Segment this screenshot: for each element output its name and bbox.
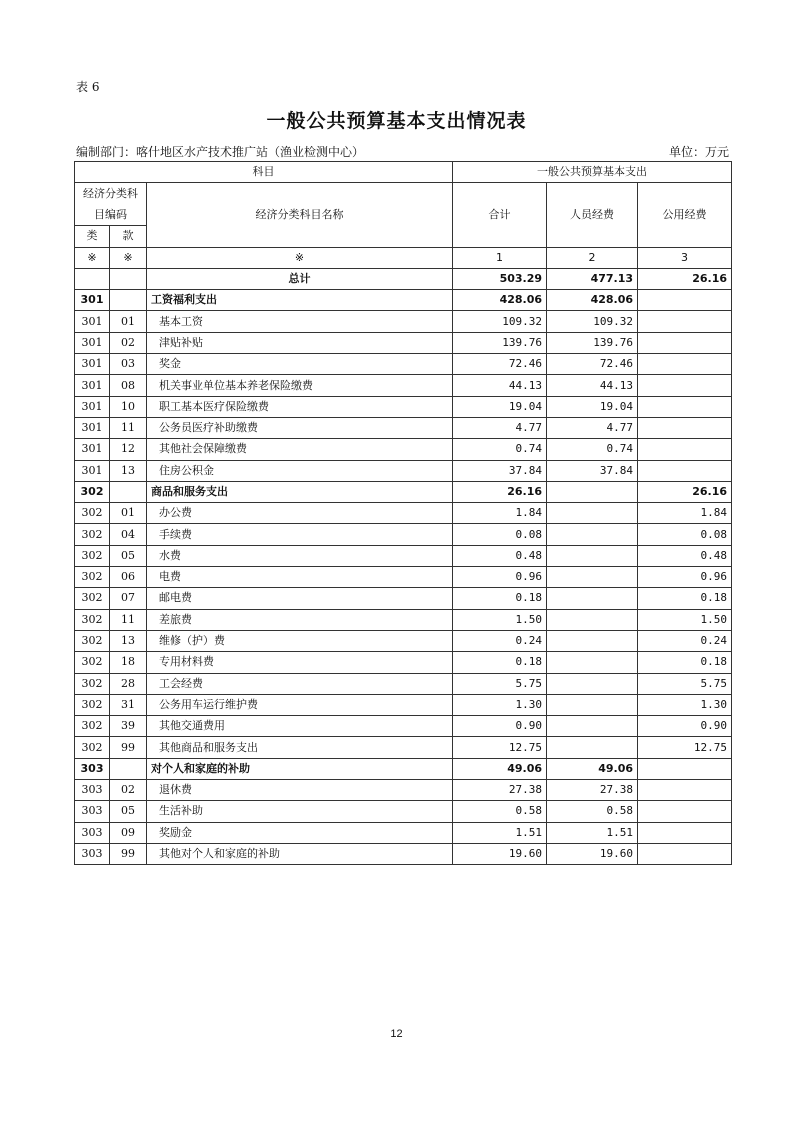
table-row — [75, 417, 732, 438]
col-number-3: 3 — [638, 247, 732, 268]
public-cell — [638, 417, 732, 438]
table-row — [75, 354, 732, 375]
personnel-cell — [547, 609, 638, 630]
item-code-cell: 99 — [110, 843, 147, 864]
header-row-1 — [75, 162, 732, 183]
item-code-cell: 05 — [110, 801, 147, 822]
item-code-cell: 11 — [110, 609, 147, 630]
personnel-cell: 19.60 — [547, 843, 638, 864]
public-cell — [638, 758, 732, 779]
class-code-cell: 302 — [75, 545, 110, 566]
public-cell — [638, 396, 732, 417]
table-row — [75, 503, 732, 524]
total-cell: 428.06 — [453, 290, 547, 311]
page-title: 一般公共预算基本支出情况表 — [266, 110, 527, 132]
public-cell: 0.96 — [638, 567, 732, 588]
table-row — [75, 375, 732, 396]
personnel-cell: 72.46 — [547, 354, 638, 375]
personnel-header: 人员经费 — [547, 183, 638, 247]
table-row — [75, 311, 732, 332]
subject-name-cell: 退休费 — [147, 780, 453, 801]
personnel-cell — [547, 567, 638, 588]
category-row — [75, 290, 732, 311]
public-cell — [638, 311, 732, 332]
total-cell: 0.96 — [453, 567, 547, 588]
public-cell: 26.16 — [638, 481, 732, 502]
public-cell — [638, 460, 732, 481]
personnel-cell: 4.77 — [547, 417, 638, 438]
basic-expenditure-header: 一般公共预算基本支出 — [453, 162, 732, 183]
category-row — [75, 758, 732, 779]
table-row — [75, 439, 732, 460]
class-code-cell: 302 — [75, 503, 110, 524]
personnel-cell: 428.06 — [547, 290, 638, 311]
class-code-cell: 302 — [75, 609, 110, 630]
empty-cell — [110, 268, 147, 289]
total-cell: 72.46 — [453, 354, 547, 375]
personnel-cell: 44.13 — [547, 375, 638, 396]
personnel-cell: 37.84 — [547, 460, 638, 481]
item-code-cell: 02 — [110, 332, 147, 353]
total-header: 合计 — [453, 183, 547, 247]
budget-table — [74, 161, 732, 865]
subject-name-cell: 机关事业单位基本养老保险缴费 — [147, 375, 453, 396]
public-cell: 1.30 — [638, 694, 732, 715]
class-code-cell: 303 — [75, 843, 110, 864]
total-cell: 4.77 — [453, 417, 547, 438]
public-cell: 0.18 — [638, 588, 732, 609]
total-cell: 1.30 — [453, 694, 547, 715]
total-cell: 139.76 — [453, 332, 547, 353]
class-code-cell: 303 — [75, 758, 110, 779]
subject-name-cell: 手续费 — [147, 524, 453, 545]
table-row — [75, 332, 732, 353]
total-cell: 0.18 — [453, 652, 547, 673]
class-code-cell: 302 — [75, 737, 110, 758]
item-code-cell: 02 — [110, 780, 147, 801]
table-row — [75, 567, 732, 588]
header-row-4 — [75, 247, 732, 268]
total-cell: 19.60 — [453, 843, 547, 864]
subject-name-cell: 差旅费 — [147, 609, 453, 630]
total-cell: 44.13 — [453, 375, 547, 396]
table-row — [75, 652, 732, 673]
grand-total-row — [75, 268, 732, 289]
class-code-cell: 302 — [75, 481, 110, 502]
name-mark: ※ — [147, 247, 453, 268]
total-cell: 12.75 — [453, 737, 547, 758]
total-cell: 19.04 — [453, 396, 547, 417]
personnel-cell — [547, 545, 638, 566]
subject-name-cell: 住房公积金 — [147, 460, 453, 481]
subject-name-cell: 维修（护）费 — [147, 630, 453, 651]
item-code-cell: 05 — [110, 545, 147, 566]
class-code-cell: 303 — [75, 780, 110, 801]
item-code-cell: 12 — [110, 439, 147, 460]
class-code-cell: 302 — [75, 694, 110, 715]
item-code-cell: 08 — [110, 375, 147, 396]
grand-total-public: 26.16 — [638, 268, 732, 289]
personnel-cell — [547, 524, 638, 545]
table-row — [75, 716, 732, 737]
subject-name-cell: 奖励金 — [147, 822, 453, 843]
public-cell — [638, 822, 732, 843]
personnel-cell — [547, 588, 638, 609]
personnel-cell — [547, 630, 638, 651]
lei-header: 类 — [75, 226, 110, 247]
personnel-cell — [547, 652, 638, 673]
public-cell: 5.75 — [638, 673, 732, 694]
econ-name-header: 经济分类科目名称 — [147, 183, 453, 247]
table-row — [75, 460, 732, 481]
subject-name-cell: 生活补助 — [147, 801, 453, 822]
col-number-2: 2 — [547, 247, 638, 268]
subject-name-cell: 办公费 — [147, 503, 453, 524]
grand-total-value: 503.29 — [453, 268, 547, 289]
subject-name-cell: 公务员医疗补助缴费 — [147, 417, 453, 438]
total-cell: 1.84 — [453, 503, 547, 524]
class-code-cell: 301 — [75, 332, 110, 353]
class-code-cell: 301 — [75, 460, 110, 481]
subject-name-cell: 对个人和家庭的补助 — [147, 758, 453, 779]
total-cell: 49.06 — [453, 758, 547, 779]
personnel-cell — [547, 737, 638, 758]
total-cell: 37.84 — [453, 460, 547, 481]
item-code-cell: 13 — [110, 460, 147, 481]
subject-name-cell: 商品和服务支出 — [147, 481, 453, 502]
table-number: 表 6 — [76, 80, 100, 94]
public-cell: 0.24 — [638, 630, 732, 651]
public-cell — [638, 439, 732, 460]
class-code-cell: 302 — [75, 524, 110, 545]
table-row — [75, 545, 732, 566]
item-code-cell: 07 — [110, 588, 147, 609]
unit-label: 单位：万元 — [668, 145, 729, 159]
subject-name-cell: 工会经费 — [147, 673, 453, 694]
item-code-cell: 06 — [110, 567, 147, 588]
personnel-cell — [547, 673, 638, 694]
personnel-cell: 139.76 — [547, 332, 638, 353]
table-row — [75, 673, 732, 694]
total-cell: 0.08 — [453, 524, 547, 545]
public-header: 公用经费 — [638, 183, 732, 247]
total-cell: 0.58 — [453, 801, 547, 822]
total-cell: 26.16 — [453, 481, 547, 502]
table-row — [75, 524, 732, 545]
personnel-cell: 19.04 — [547, 396, 638, 417]
total-cell: 0.74 — [453, 439, 547, 460]
personnel-cell: 1.51 — [547, 822, 638, 843]
subject-name-cell: 津贴补贴 — [147, 332, 453, 353]
class-code-cell: 303 — [75, 822, 110, 843]
subject-name-cell: 奖金 — [147, 354, 453, 375]
item-code-cell: 01 — [110, 503, 147, 524]
total-cell: 0.48 — [453, 545, 547, 566]
class-code-cell: 302 — [75, 673, 110, 694]
item-code-cell: 39 — [110, 716, 147, 737]
table-row — [75, 780, 732, 801]
total-cell: 0.24 — [453, 630, 547, 651]
public-cell: 0.90 — [638, 716, 732, 737]
subject-name-cell: 基本工资 — [147, 311, 453, 332]
subject-name-cell: 其他商品和服务支出 — [147, 737, 453, 758]
total-cell: 0.90 — [453, 716, 547, 737]
subject-name-cell: 工资福利支出 — [147, 290, 453, 311]
kuan-header: 款 — [110, 226, 147, 247]
class-code-cell: 301 — [75, 311, 110, 332]
class-code-cell: 301 — [75, 354, 110, 375]
personnel-cell — [547, 694, 638, 715]
subject-name-cell: 邮电费 — [147, 588, 453, 609]
grand-total-label: 总计 — [147, 268, 453, 289]
item-code-cell: 03 — [110, 354, 147, 375]
public-cell — [638, 332, 732, 353]
category-row — [75, 481, 732, 502]
grand-total-personnel: 477.13 — [547, 268, 638, 289]
kuan-mark: ※ — [110, 247, 147, 268]
personnel-cell: 49.06 — [547, 758, 638, 779]
total-cell: 0.18 — [453, 588, 547, 609]
empty-cell — [75, 268, 110, 289]
personnel-cell — [547, 716, 638, 737]
personnel-cell: 27.38 — [547, 780, 638, 801]
econ-code-header: 经济分类科目编码 — [75, 183, 147, 226]
table-row — [75, 609, 732, 630]
class-code-cell: 302 — [75, 716, 110, 737]
subject-header: 科目 — [75, 162, 453, 183]
total-cell: 27.38 — [453, 780, 547, 801]
item-code-cell: 28 — [110, 673, 147, 694]
personnel-cell: 109.32 — [547, 311, 638, 332]
item-code-cell: 04 — [110, 524, 147, 545]
public-cell — [638, 780, 732, 801]
subject-name-cell: 电费 — [147, 567, 453, 588]
item-code-cell — [110, 481, 147, 502]
public-cell — [638, 375, 732, 396]
item-code-cell: 31 — [110, 694, 147, 715]
personnel-cell — [547, 481, 638, 502]
item-code-cell: 18 — [110, 652, 147, 673]
subject-name-cell: 水费 — [147, 545, 453, 566]
public-cell — [638, 843, 732, 864]
class-code-cell: 302 — [75, 567, 110, 588]
page-number: 12 — [390, 1028, 403, 1040]
class-code-cell: 301 — [75, 439, 110, 460]
public-cell: 0.48 — [638, 545, 732, 566]
total-cell: 1.50 — [453, 609, 547, 630]
personnel-cell — [547, 503, 638, 524]
subject-name-cell: 其他交通费用 — [147, 716, 453, 737]
item-code-cell: 99 — [110, 737, 147, 758]
subject-name-cell: 公务用车运行维护费 — [147, 694, 453, 715]
total-cell: 5.75 — [453, 673, 547, 694]
public-cell: 1.84 — [638, 503, 732, 524]
item-code-cell: 13 — [110, 630, 147, 651]
public-cell — [638, 801, 732, 822]
item-code-cell: 01 — [110, 311, 147, 332]
table-row — [75, 630, 732, 651]
class-code-cell: 302 — [75, 588, 110, 609]
subject-name-cell: 其他对个人和家庭的补助 — [147, 843, 453, 864]
total-cell: 109.32 — [453, 311, 547, 332]
item-code-cell: 11 — [110, 417, 147, 438]
class-code-cell: 301 — [75, 290, 110, 311]
table-row — [75, 843, 732, 864]
class-code-cell: 301 — [75, 375, 110, 396]
public-cell: 1.50 — [638, 609, 732, 630]
table-row — [75, 694, 732, 715]
subject-name-cell: 专用材料费 — [147, 652, 453, 673]
total-cell: 1.51 — [453, 822, 547, 843]
class-code-cell: 301 — [75, 417, 110, 438]
table-row — [75, 396, 732, 417]
col-number-1: 1 — [453, 247, 547, 268]
table-row — [75, 801, 732, 822]
public-cell: 12.75 — [638, 737, 732, 758]
table-row — [75, 588, 732, 609]
class-code-cell: 302 — [75, 652, 110, 673]
public-cell: 0.18 — [638, 652, 732, 673]
item-code-cell: 09 — [110, 822, 147, 843]
public-cell — [638, 354, 732, 375]
header-row-2 — [75, 183, 732, 226]
lei-mark: ※ — [75, 247, 110, 268]
personnel-cell: 0.58 — [547, 801, 638, 822]
table-row — [75, 737, 732, 758]
personnel-cell: 0.74 — [547, 439, 638, 460]
item-code-cell — [110, 290, 147, 311]
public-cell — [638, 290, 732, 311]
public-cell: 0.08 — [638, 524, 732, 545]
class-code-cell: 301 — [75, 396, 110, 417]
class-code-cell: 303 — [75, 801, 110, 822]
class-code-cell: 302 — [75, 630, 110, 651]
table-row — [75, 822, 732, 843]
department-label: 编制部门：喀什地区水产技术推广站（渔业检测中心） — [76, 145, 365, 159]
item-code-cell: 10 — [110, 396, 147, 417]
item-code-cell — [110, 758, 147, 779]
subject-name-cell: 其他社会保障缴费 — [147, 439, 453, 460]
subject-name-cell: 职工基本医疗保险缴费 — [147, 396, 453, 417]
